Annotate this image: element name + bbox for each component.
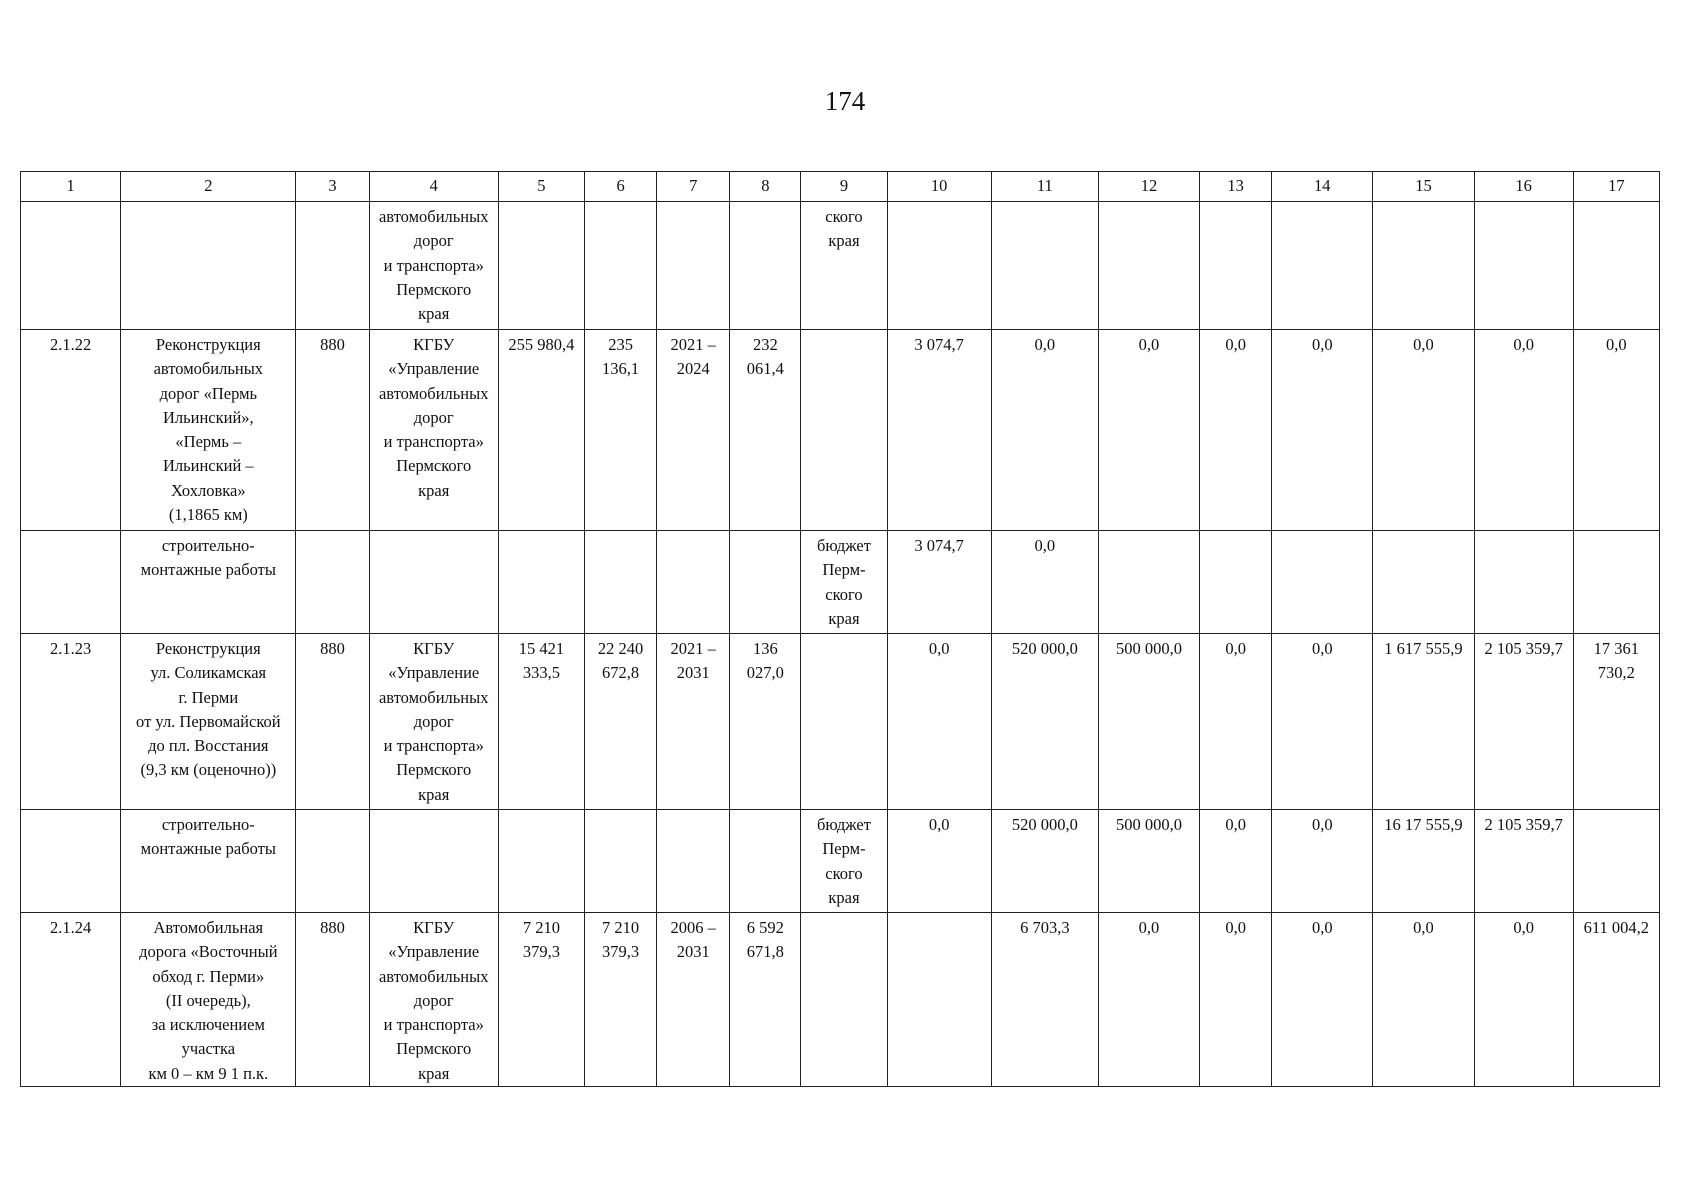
page-number: 174: [824, 86, 866, 116]
table-cell: [1200, 202, 1272, 330]
table-cell: 3 074,7: [887, 531, 991, 634]
table-cell: 880: [296, 913, 369, 1087]
table-cell: 22 240 672,8: [585, 634, 657, 810]
table-cell: Реконструкция ул. Соликамская г. Перми от ул. Первомайской до пл. Восстания (9,3 км (оценочно)): [121, 634, 296, 810]
table-cell: 0,0: [1272, 330, 1373, 531]
table-cell: [1573, 531, 1659, 634]
table-cell: [21, 810, 121, 913]
column-header: 15: [1373, 172, 1474, 202]
table-cell: [369, 810, 498, 913]
table-row: [21, 202, 1660, 330]
table-cell: [21, 531, 121, 634]
table-cell: [1474, 202, 1573, 330]
table-cell: [1474, 531, 1573, 634]
table-cell: [296, 810, 369, 913]
header-row: [21, 172, 1660, 202]
table-cell: 0,0: [887, 634, 991, 810]
table-cell: [887, 913, 991, 1087]
table-cell: [730, 531, 801, 634]
table-cell: 0,0: [991, 531, 1098, 634]
table-cell: [657, 810, 730, 913]
column-header: 2: [121, 172, 296, 202]
table-cell: 17 361 730,2: [1573, 634, 1659, 810]
table-cell: КГБУ «Управление автомобильных дорог и транспорта» Пермского края: [369, 913, 498, 1087]
table-cell: [1098, 202, 1199, 330]
table-cell: [1373, 531, 1474, 634]
table-cell: [657, 531, 730, 634]
table-cell: [730, 810, 801, 913]
table-cell: 136 027,0: [730, 634, 801, 810]
table-cell: 0,0: [1272, 634, 1373, 810]
table-cell: [801, 330, 887, 531]
table-cell: 2.1.22: [21, 330, 121, 531]
column-header: 14: [1272, 172, 1373, 202]
table-cell: 255 980,4: [498, 330, 584, 531]
table-cell: [730, 202, 801, 330]
table-cell: 500 000,0: [1098, 810, 1199, 913]
table-row: [21, 330, 1660, 531]
table-cell: 15 421 333,5: [498, 634, 584, 810]
table-cell: [801, 634, 887, 810]
table-cell: 6 703,3: [991, 913, 1098, 1087]
table-cell: строительно- монтажные работы: [121, 810, 296, 913]
column-header: 1: [21, 172, 121, 202]
table-cell: 0,0: [1200, 330, 1272, 531]
table-cell: [801, 913, 887, 1087]
table-row: [21, 634, 1660, 810]
table-cell: 0,0: [1373, 330, 1474, 531]
table-cell: [369, 531, 498, 634]
table-row: [21, 913, 1660, 1087]
table-cell: 2.1.23: [21, 634, 121, 810]
column-header: 17: [1573, 172, 1659, 202]
table-cell: 0,0: [1373, 913, 1474, 1087]
table-cell: бюджет Перм- ского края: [801, 531, 887, 634]
table-cell: 0,0: [1573, 330, 1659, 531]
table-cell: 2021 – 2031: [657, 634, 730, 810]
table-cell: 0,0: [1200, 634, 1272, 810]
table-cell: [991, 202, 1098, 330]
column-header: 12: [1098, 172, 1199, 202]
table-cell: 1 617 555,9: [1373, 634, 1474, 810]
table-cell: 0,0: [887, 810, 991, 913]
column-header: 3: [296, 172, 369, 202]
table-cell: [585, 531, 657, 634]
table-cell: 0,0: [991, 330, 1098, 531]
table-cell: 7 210 379,3: [585, 913, 657, 1087]
column-header: 5: [498, 172, 584, 202]
column-header: 16: [1474, 172, 1573, 202]
table-cell: [887, 202, 991, 330]
column-header: 13: [1200, 172, 1272, 202]
table-cell: [498, 531, 584, 634]
table-cell: [657, 202, 730, 330]
table-cell: 2006 – 2031: [657, 913, 730, 1087]
table-cell: 3 074,7: [887, 330, 991, 531]
table-cell: КГБУ «Управление автомобильных дорог и транспорта» Пермского края: [369, 330, 498, 531]
table-cell: бюджет Перм- ского края: [801, 810, 887, 913]
table-cell: 2 105 359,7: [1474, 810, 1573, 913]
table-row: [21, 810, 1660, 913]
table-cell: 2 105 359,7: [1474, 634, 1573, 810]
table-cell: 0,0: [1098, 913, 1199, 1087]
table-cell: [498, 810, 584, 913]
table-cell: 880: [296, 330, 369, 531]
table-cell: 232 061,4: [730, 330, 801, 531]
table-cell: 2.1.24: [21, 913, 121, 1087]
table-cell: [585, 810, 657, 913]
column-header: 7: [657, 172, 730, 202]
table-cell: 235 136,1: [585, 330, 657, 531]
table-cell: 16 17 555,9: [1373, 810, 1474, 913]
column-header: 9: [801, 172, 887, 202]
table-cell: [585, 202, 657, 330]
table-cell: 0,0: [1474, 913, 1573, 1087]
table-cell: КГБУ «Управление автомобильных дорог и транспорта» Пермского края: [369, 634, 498, 810]
column-header: 4: [369, 172, 498, 202]
table-cell: 0,0: [1272, 913, 1373, 1087]
table-cell: Реконструкция автомобильных дорог «Пермь Ильинский», «Пермь – Ильинский – Хохловка» (1,1865 км): [121, 330, 296, 531]
table-cell: 500 000,0: [1098, 634, 1199, 810]
table-cell: [498, 202, 584, 330]
table-cell: [1573, 202, 1659, 330]
table-cell: автомобильных дорог и транспорта» Пермского края: [369, 202, 498, 330]
table-cell: Автомобильная дорога «Восточный обход г. Перми» (II очередь), за исключением участка км 0 – км 9 1 п.к.: [121, 913, 296, 1087]
column-header: 6: [585, 172, 657, 202]
table-cell: строительно- монтажные работы: [121, 531, 296, 634]
table-cell: [1098, 531, 1199, 634]
table-cell: [296, 202, 369, 330]
column-header: 11: [991, 172, 1098, 202]
budget-table: [20, 171, 1660, 1087]
column-header: 8: [730, 172, 801, 202]
table-row: [21, 531, 1660, 634]
table-cell: [1200, 531, 1272, 634]
column-header: 10: [887, 172, 991, 202]
table-cell: 880: [296, 634, 369, 810]
table-cell: 0,0: [1098, 330, 1199, 531]
table-cell: [1272, 531, 1373, 634]
table-cell: 6 592 671,8: [730, 913, 801, 1087]
table-cell: [1373, 202, 1474, 330]
table-cell: 2021 – 2024: [657, 330, 730, 531]
table-cell: [296, 531, 369, 634]
table-cell: 520 000,0: [991, 810, 1098, 913]
table-cell: 0,0: [1272, 810, 1373, 913]
table-cell: [121, 202, 296, 330]
table-cell: [1573, 810, 1659, 913]
table-cell: 611 004,2: [1573, 913, 1659, 1087]
table-cell: [21, 202, 121, 330]
table-cell: ского края: [801, 202, 887, 330]
table-cell: 0,0: [1474, 330, 1573, 531]
table-cell: 0,0: [1200, 810, 1272, 913]
table-cell: 0,0: [1200, 913, 1272, 1087]
table-cell: 7 210 379,3: [498, 913, 584, 1087]
table-cell: 520 000,0: [991, 634, 1098, 810]
table-cell: [1272, 202, 1373, 330]
